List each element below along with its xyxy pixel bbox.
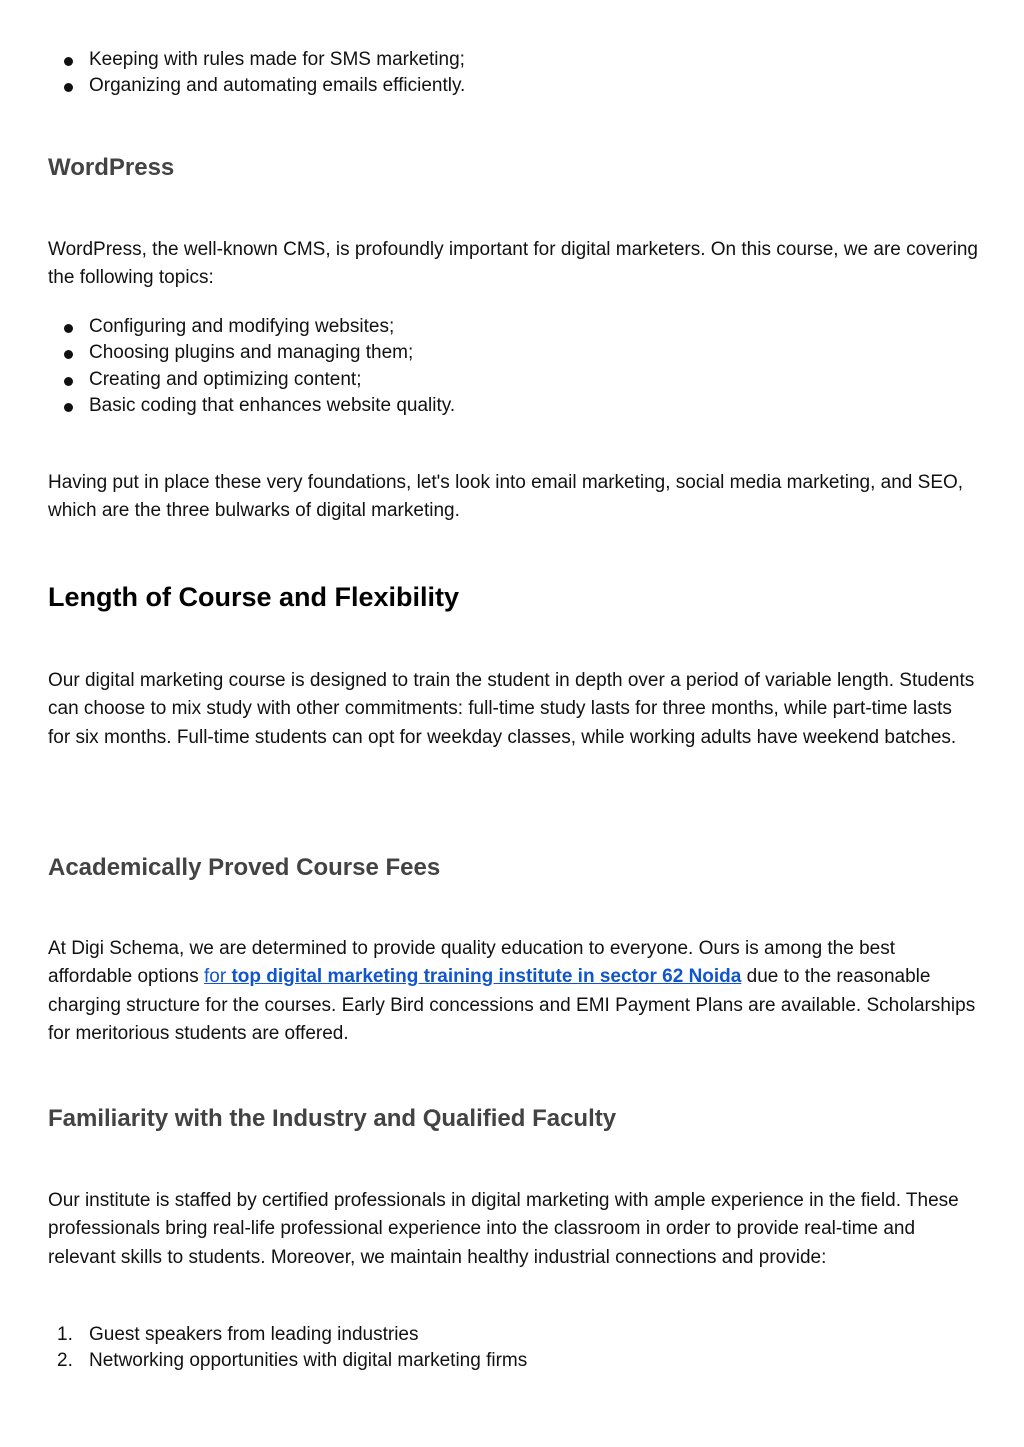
list-item: Basic coding that enhances website quality. bbox=[48, 393, 978, 419]
list-item: Organizing and automating emails efficiently. bbox=[48, 73, 978, 99]
length-heading: Length of Course and Flexibility bbox=[48, 582, 460, 612]
faculty-heading: Familiarity with the Industry and Qualified Faculty bbox=[48, 1105, 617, 1132]
length-body: Our digital marketing course is designed to train the student in depth over a period of variable length. Students can choose to mix study with other commitments: full-time study lasts for three months, while part-time lasts for six months. Full-time students can opt for weekday classes, while working adults have weekend batches. bbox=[48, 670, 975, 748]
fees-body-before: At Digi Schema, we are determined to provide quality education to everyone. Ours is among the best affordable options bbox=[48, 938, 896, 988]
fees-body-after: due to the reasonable charging structure for the courses. Early Bird concessions and EMI Payment Plans are available. Scholarships for meritorious students are offered. bbox=[48, 966, 976, 1045]
bullet-list-wordpress bbox=[48, 314, 978, 419]
fees-heading: Academically Proved Course Fees bbox=[48, 854, 441, 881]
fees-body bbox=[48, 935, 978, 1049]
list-item bbox=[48, 1348, 978, 1374]
list-item-text: Guest speakers from leading industries bbox=[89, 1324, 419, 1345]
list-number: 2. bbox=[57, 1350, 73, 1372]
wordpress-outro: Having put in place these very foundations, let's look into email marketing, social media marketing, and SEO, which are the three bulwarks of digital marketing. bbox=[48, 472, 964, 522]
list-number: 1. bbox=[57, 1324, 73, 1345]
institute-link[interactable] bbox=[204, 966, 741, 987]
bullet-list-email bbox=[48, 47, 978, 100]
link-bold-text: top digital marketing training institute in sector 62 Noida bbox=[231, 966, 742, 988]
list-item-text: Networking opportunities with digital marketing firms bbox=[89, 1350, 528, 1372]
faculty-body: Our institute is staffed by certified professionals in digital marketing with ample experience in the field. These professionals bring real-life professional experience into the classroom in order to provide real-time and relevant skills to students. Moreover, we maintain healthy industrial connections and provide: bbox=[48, 1190, 959, 1268]
list-item: Creating and optimizing content; bbox=[48, 367, 978, 393]
wordpress-intro: WordPress, the well-known CMS, is profoundly important for digital marketers. On this course, we are covering the following topics: bbox=[48, 239, 978, 289]
wordpress-heading: WordPress bbox=[48, 154, 175, 181]
list-item: Configuring and modifying websites; bbox=[48, 314, 978, 340]
list-item bbox=[48, 1322, 978, 1348]
list-item: Choosing plugins and managing them; bbox=[48, 340, 978, 366]
link-prefix: for bbox=[204, 966, 232, 988]
list-item: Keeping with rules made for SMS marketing; bbox=[48, 47, 978, 73]
numbered-list-faculty bbox=[48, 1322, 978, 1375]
